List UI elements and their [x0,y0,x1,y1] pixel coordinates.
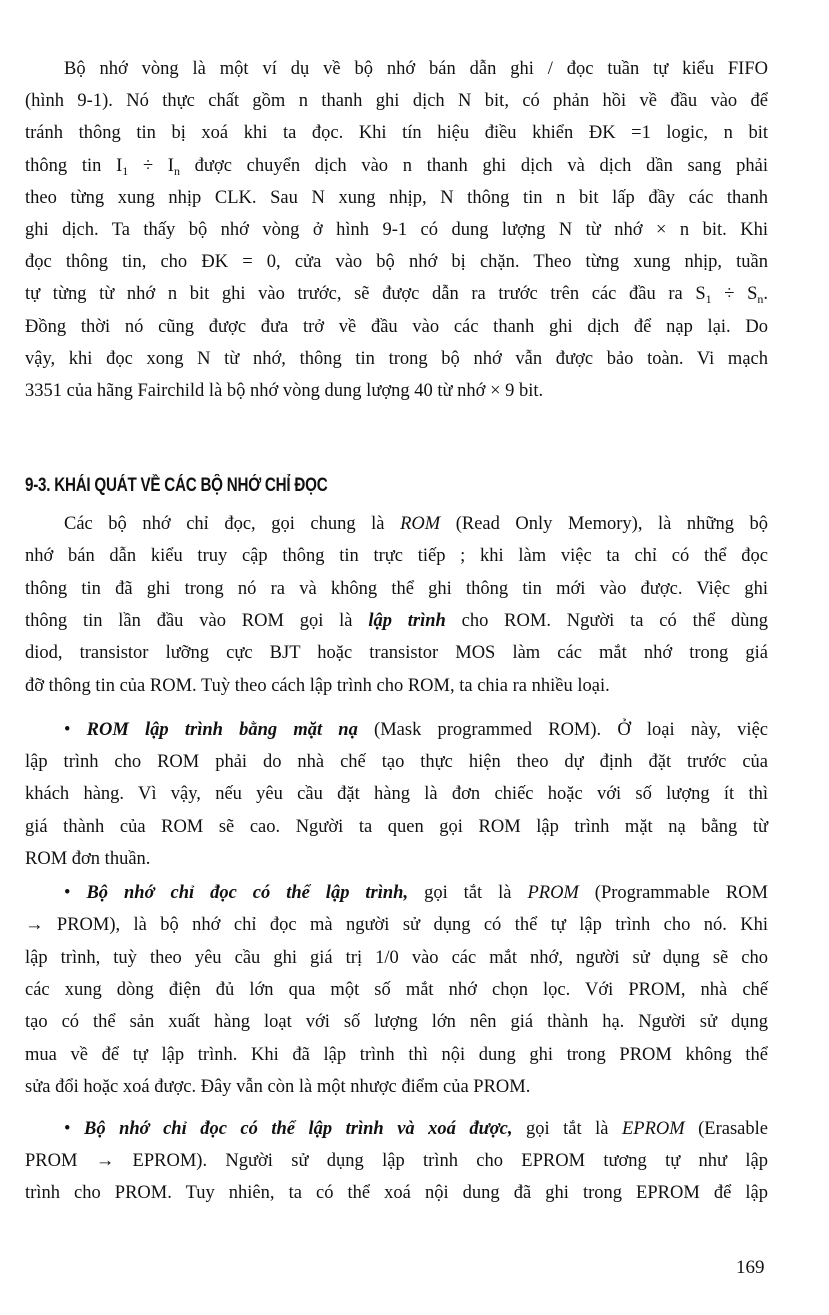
text-segment: các xung dòng điện đủ lớn qua một số mắt nhớ chọn lọc. Với PROM, nhà chế [25,979,768,1000]
text-segment: sửa đổi hoặc xoá được. Đây vẫn còn là một nhược điểm của PROM. [25,1076,531,1097]
text-line [64,513,768,535]
text-segment: khách hàng. Vì vậy, nếu yêu cầu đặt hàng là đơn chiếc hoặc với số lượng ít thì [25,784,768,805]
subscript: 1 [122,163,129,178]
text-line [64,58,768,80]
text-segment: gọi tắt là [512,1119,622,1139]
text-segment: • [64,720,87,740]
text-line [25,316,768,338]
text-segment: thông tin lần đầu vào ROM gọi là [25,610,369,631]
text-segment: trình cho PROM. Tuy nhiên, ta có thể xoá nội dung đã ghi trong EPROM để lập [25,1183,768,1204]
text-segment: → PROM), là bộ nhớ chỉ đọc mà người sử dụng có thể tự lập trình cho nó. Khi [25,915,768,936]
text-segment: (Erasable [684,1119,768,1139]
text-line [25,283,768,310]
text-line [25,219,768,241]
text-segment: diod, transistor lưỡng cực BJT hoặc transistor MOS làm các mắt nhớ trong giá [25,643,768,664]
text-line [25,545,768,567]
subscript: n [173,163,180,178]
text-segment: lập trình, tuỳ theo yêu cầu ghi giá trị 1/0 vào các mắt nhớ, người sử dụng sẽ cho [25,947,768,968]
text-segment: ROM đơn thuần. [25,848,151,869]
text-line [25,914,768,936]
text-segment: • [64,1119,84,1139]
text-segment: Các bộ nhớ chỉ đọc, gọi chung là [64,514,401,534]
text-segment: ghi dịch. Ta thấy bộ nhớ vòng ở hình 9-1 có dung lượng N từ nhớ × n bit. Khi [25,220,768,240]
emphasis-text: Bộ nhớ chỉ đọc có thể lập trình, [86,883,409,903]
text-segment: Bộ nhớ vòng là một ví dụ về bộ nhớ bán dẫn ghi / đọc tuần tự kiểu FIFO [64,59,768,79]
text-segment: . [763,284,768,305]
emphasis-text: Bộ nhớ chỉ đọc có thể lập trình và xoá được, [83,1119,513,1139]
text-line [64,882,768,904]
section-heading: 9-3. KHÁI QUÁT VỀ CÁC BỘ NHỚ CHỈ ĐỌC [25,475,328,496]
text-segment: theo từng xung nhịp CLK. Sau N xung nhịp, N thông tin n bit lấp đầy các thanh [25,187,768,208]
text-line [64,719,768,741]
text-segment: lập trình cho ROM phải do nhà chế tạo thực hiện theo dự định đặt trước của [25,752,768,773]
text-segment: (hình 9-1). Nó thực chất gồm n thanh ghi dịch N bit, có phản hồi về đầu vào để [25,91,768,112]
text-line [25,348,768,370]
text-line [25,380,768,402]
text-segment: • [64,883,87,903]
text-segment: đỡ thông tin của ROM. Tuỳ theo cách lập trình cho ROM, ta chia ra nhiều loại. [25,675,610,696]
text-line [25,1182,768,1204]
text-line [64,1118,768,1140]
text-segment: Đồng thời nó cũng được đưa trở về đầu vào các thanh ghi dịch để nạp lại. Do [25,316,768,337]
text-segment: (Read Only Memory), là những bộ [440,514,768,534]
text-segment: thông tin I [25,155,123,176]
text-segment: mua về để tự lập trình. Khi đã lập trình thì nội dung ghi trong PROM không thể [25,1044,768,1065]
text-segment: nhớ bán dẫn kiểu truy cập thông tin trực tiếp ; khi làm việc ta chỉ có thể đọc [25,546,768,567]
text-line [25,155,768,182]
subscript: n [757,292,764,307]
text-segment: gọi tắt là [408,883,528,903]
subscript: 1 [705,292,712,307]
text-line [25,251,768,273]
page-number: 169 [736,1257,765,1278]
text-line [25,122,768,144]
text-segment: cho ROM. Người ta có thể dùng [445,610,768,631]
text-segment: vậy, khi đọc xong N từ nhớ, thông tin trong bộ nhớ vẫn được bảo toàn. Vi mạch [25,348,768,369]
text-line [25,610,768,632]
text-line [25,90,768,112]
text-line [25,751,768,773]
emphasis-text: EPROM [621,1119,685,1139]
text-line [25,675,768,697]
text-line [25,187,768,209]
text-segment: ÷ S [711,284,758,305]
text-segment: đọc thông tin, cho ĐK = 0, cửa vào bộ nhớ bị chặn. Theo từng xung nhịp, tuần [25,252,768,273]
text-segment: (Programmable ROM [578,883,769,903]
text-segment: thông tin đã ghi trong nó ra và không thể ghi thông tin mới vào được. Việc ghi [25,578,768,599]
emphasis-text: PROM [527,883,579,903]
text-segment: 3351 của hãng Fairchild là bộ nhớ vòng dung lượng 40 từ nhớ × 9 bit. [25,381,544,401]
text-line [25,848,768,870]
text-line [25,642,768,664]
text-line [25,1011,768,1033]
text-segment: ÷ I [128,155,174,176]
emphasis-text: ROM lập trình bằng mặt nạ [86,720,358,740]
text-segment: tránh thông tin bị xoá khi ta đọc. Khi tín hiệu điều khiển ĐK =1 logic, n bit [25,123,768,144]
emphasis-text: ROM [400,514,441,534]
text-line [25,1150,768,1172]
text-line [25,578,768,600]
text-segment: tự từng từ nhớ n bit ghi vào trước, sẽ được dẫn ra trước trên các đầu ra S [25,284,706,305]
text-line [25,783,768,805]
text-segment: được chuyển dịch vào n thanh ghi dịch và dịch dần sang phải [179,155,768,176]
text-line [25,1076,768,1098]
text-line [25,1044,768,1066]
text-segment: giá thành của ROM sẽ cao. Người ta quen gọi ROM lập trình mặt nạ bằng từ [25,816,768,837]
emphasis-text: lập trình [368,610,446,631]
text-segment: tạo có thể sản xuất hàng loạt với số lượng lớn nên giá thành hạ. Người sử dụng [25,1012,768,1033]
text-line [25,947,768,969]
text-line [25,979,768,1001]
text-segment: PROM → EPROM). Người sử dụng lập trình cho EPROM tương tự như lập [25,1151,768,1172]
text-line [25,816,768,838]
text-segment: (Mask programmed ROM). Ở loại này, việc [357,720,768,740]
